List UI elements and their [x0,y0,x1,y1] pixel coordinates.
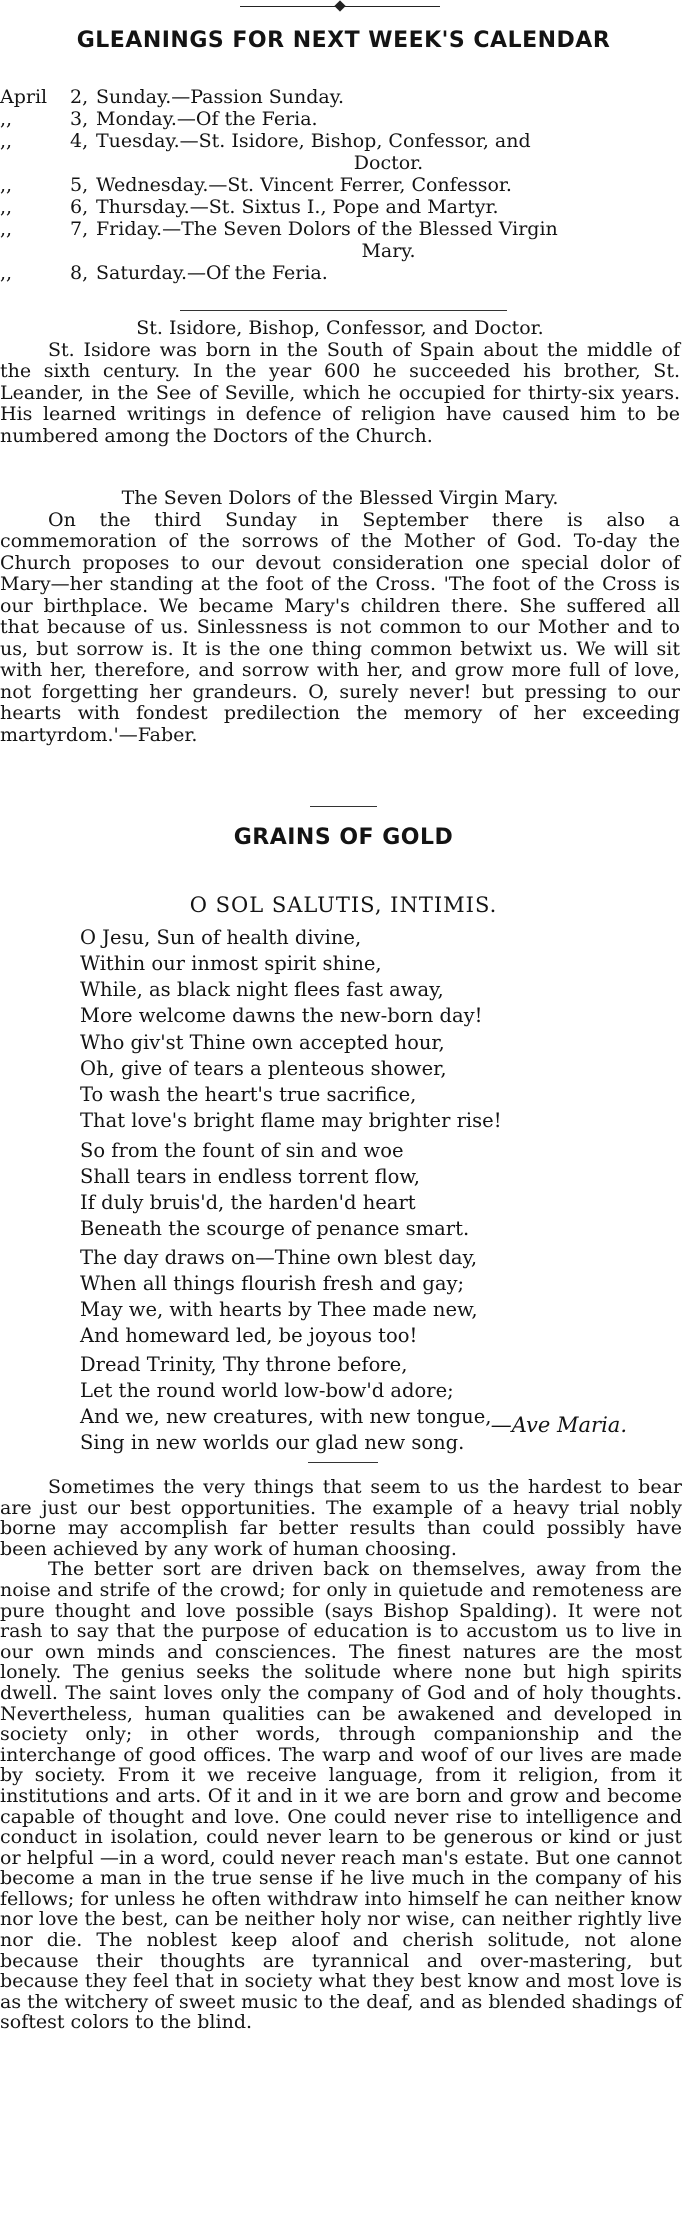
isidore-title: St. Isidore, Bishop, Confessor, and Doctor. [136,317,544,339]
top-ornament [240,0,440,14]
entry-day: 6, [70,196,89,218]
entry-month: April [0,86,48,108]
poem-line: Dread Trinity, Thy throne before, [80,1353,408,1376]
poem-stanza [80,1352,660,1456]
entry-text: Friday.—The Seven Dolors of the Blessed Virgin Mary. [96,218,681,262]
dolors-title: The Seven Dolors of the Blessed Virgin Mary. [121,487,559,509]
poem-line: The day draws on—Thine own blest day, [80,1246,478,1269]
calendar-entry [0,86,687,108]
entry-text: Monday.—Of the Feria. [96,108,318,130]
poem-line: O Jesu, Sun of health divine, [80,926,362,949]
poem-title: O SOL SALUTIS, INTIMIS. [189,893,498,917]
short-rule [310,806,377,807]
poem-stanza [80,1245,660,1349]
entry-continuation: Mary. [361,240,416,262]
poem-line: May we, with hearts by Thee made new, [80,1298,478,1321]
poem-stanza [80,1138,660,1242]
essay-paragraph: The better sort are driven back on themselves, away from the noise and strife of the crowd; for only in quietude and remoteness are pure thought and love possible (says Bishop Spalding). It were not rash to say that the purpose of education is to accustom us to live in our own minds and consciences. The finest natures are the most lonely. The genius seeks the solitude where none but high spirits dwell. The saint loves only the company of God and of holy thoughts. Nevertheless, human qualities can be awakened and developed in society only; in other words, through companionship and the interchange of good offices. The warp and woof of our lives are made by society. From it we receive language, from it religion, from it institutions and arts. Of it and in it we are born and grow and become capable of thought and love. One could never rise to intelligence and conduct in isolation, could never learn to be generous or kind or just or helpful —in a word, could never reach man's estate. But one cannot become a man in the true sense if he live much in the company of his fellows; for unless he often withdraw into himself he can neither know nor love the best, can be neither holy nor wise, can neither rightly live nor die. The noblest keep aloof and cherish solitude, not alone because their thoughts are tyrannical and over-mastering, but because they feel that in society what they best know and most love is as the witchery of sweet music to the deaf, and as blended shadings of softest colors to the blind. [0,1558,682,2034]
entry-ditto: ,, [0,108,13,130]
short-rule [308,1462,378,1463]
poem-line: Beneath the scourge of penance smart. [80,1217,470,1240]
poem-line: Within our inmost spirit shine, [80,952,382,975]
entry-text: Tuesday.—St. Isidore, Bishop, Confessor, and Doctor. [96,130,681,174]
entry-text: Sunday.—Passion Sunday. [96,86,345,108]
entry-day: 3, [70,108,89,130]
entry-text: Thursday.—St. Sixtus I., Pope and Martyr. [96,196,499,218]
calendar-entry [0,218,687,262]
calendar-heading: GLEANINGS FOR NEXT WEEK'S CALENDAR [76,28,611,53]
isidore-section [0,318,680,447]
entry-ditto: ,, [0,218,13,240]
calendar-entry [0,108,687,130]
entry-day: 5, [70,174,89,196]
calendar-entry [0,174,687,196]
entry-ditto: ,, [0,262,13,284]
section-rule [180,310,507,311]
poem-line: That love's bright flame may brighter rise! [80,1109,502,1132]
calendar-entry [0,262,687,284]
poem-line: Shall tears in endless torrent flow, [80,1165,420,1188]
entry-day: 2, [70,86,89,108]
entry-text: Saturday.—Of the Feria. [96,262,328,284]
entry-ditto: ,, [0,196,13,218]
poem-line: And homeward led, be joyous too! [80,1324,418,1347]
poem-line: So from the fount of sin and woe [80,1139,404,1162]
poem-line: Let the round world low-bow'd adore; [80,1379,454,1402]
poem-line: And we, new creatures, with new tongue, [80,1405,492,1428]
entry-ditto: ,, [0,130,13,152]
dolors-body: On the third Sunday in September there is also a commemoration of the sorrows of the Mother of God. To-day the Church proposes to our devout consideration one special dolor of Mary—her standing at the foot of the Cross. 'The foot of the Cross is our birthplace. We became Mary's children there. She suffered all that because of us. Sinlessness is not common to our Mother and to us, but sorrow is. It is the one thing common betwixt us. We will sit with her, therefore, and sorrow with her, and grow more full of love, not forgetting her grandeurs. O, surely never! but pressing to our hearts with fondest predilection the memory of her exceeding martyrdom.'—Faber. [0,508,680,746]
isidore-body: St. Isidore was born in the South of Spain about the middle of the sixth century. In the year 600 he succeeded his brother, St. Leander, in the See of Seville, which he occupied for thirty-six years. His learned writings in defence of religion have caused him to be numbered among the Doctors of the Church. [0,338,680,447]
entry-text: Wednesday.—St. Vincent Ferrer, Confessor. [96,174,512,196]
ornament-diamond [334,0,345,11]
poem-line: If duly bruis'd, the harden'd heart [80,1191,416,1214]
calendar-list [0,86,687,284]
essay-paragraph: Sometimes the very things that seem to us the hardest to bear are just our best opportunities. The example of a heavy trial nobly borne may accomplish far better results than could possibly have been achieved by any work of human choosing. [0,1476,682,1560]
poem-attribution: —Ave Maria. [490,1413,627,1437]
poem-line: To wash the heart's true sacrifice, [80,1083,417,1106]
entry-continuation: Doctor. [353,152,424,174]
poem-stanza [80,1030,660,1134]
entry-day: 8, [70,262,89,284]
poem-line: Who giv'st Thine own accepted hour, [80,1031,445,1054]
poem-line: Oh, give of tears a plenteous shower, [80,1057,447,1080]
poem-line: When all things flourish fresh and gay; [80,1272,465,1295]
grains-heading: GRAINS OF GOLD [233,825,454,850]
calendar-entry [0,196,687,218]
calendar-entry [0,130,687,174]
entry-ditto: ,, [0,174,13,196]
entry-day: 7, [70,218,89,240]
entry-day: 4, [70,130,89,152]
poem-line: More welcome dawns the new-born day! [80,1004,483,1027]
poem-stanza [80,925,660,1029]
poem-line: Sing in new worlds our glad new song. [80,1431,465,1454]
poem-line: While, as black night flees fast away, [80,978,444,1001]
dolors-section [0,488,680,746]
essay-section [0,1477,682,2033]
